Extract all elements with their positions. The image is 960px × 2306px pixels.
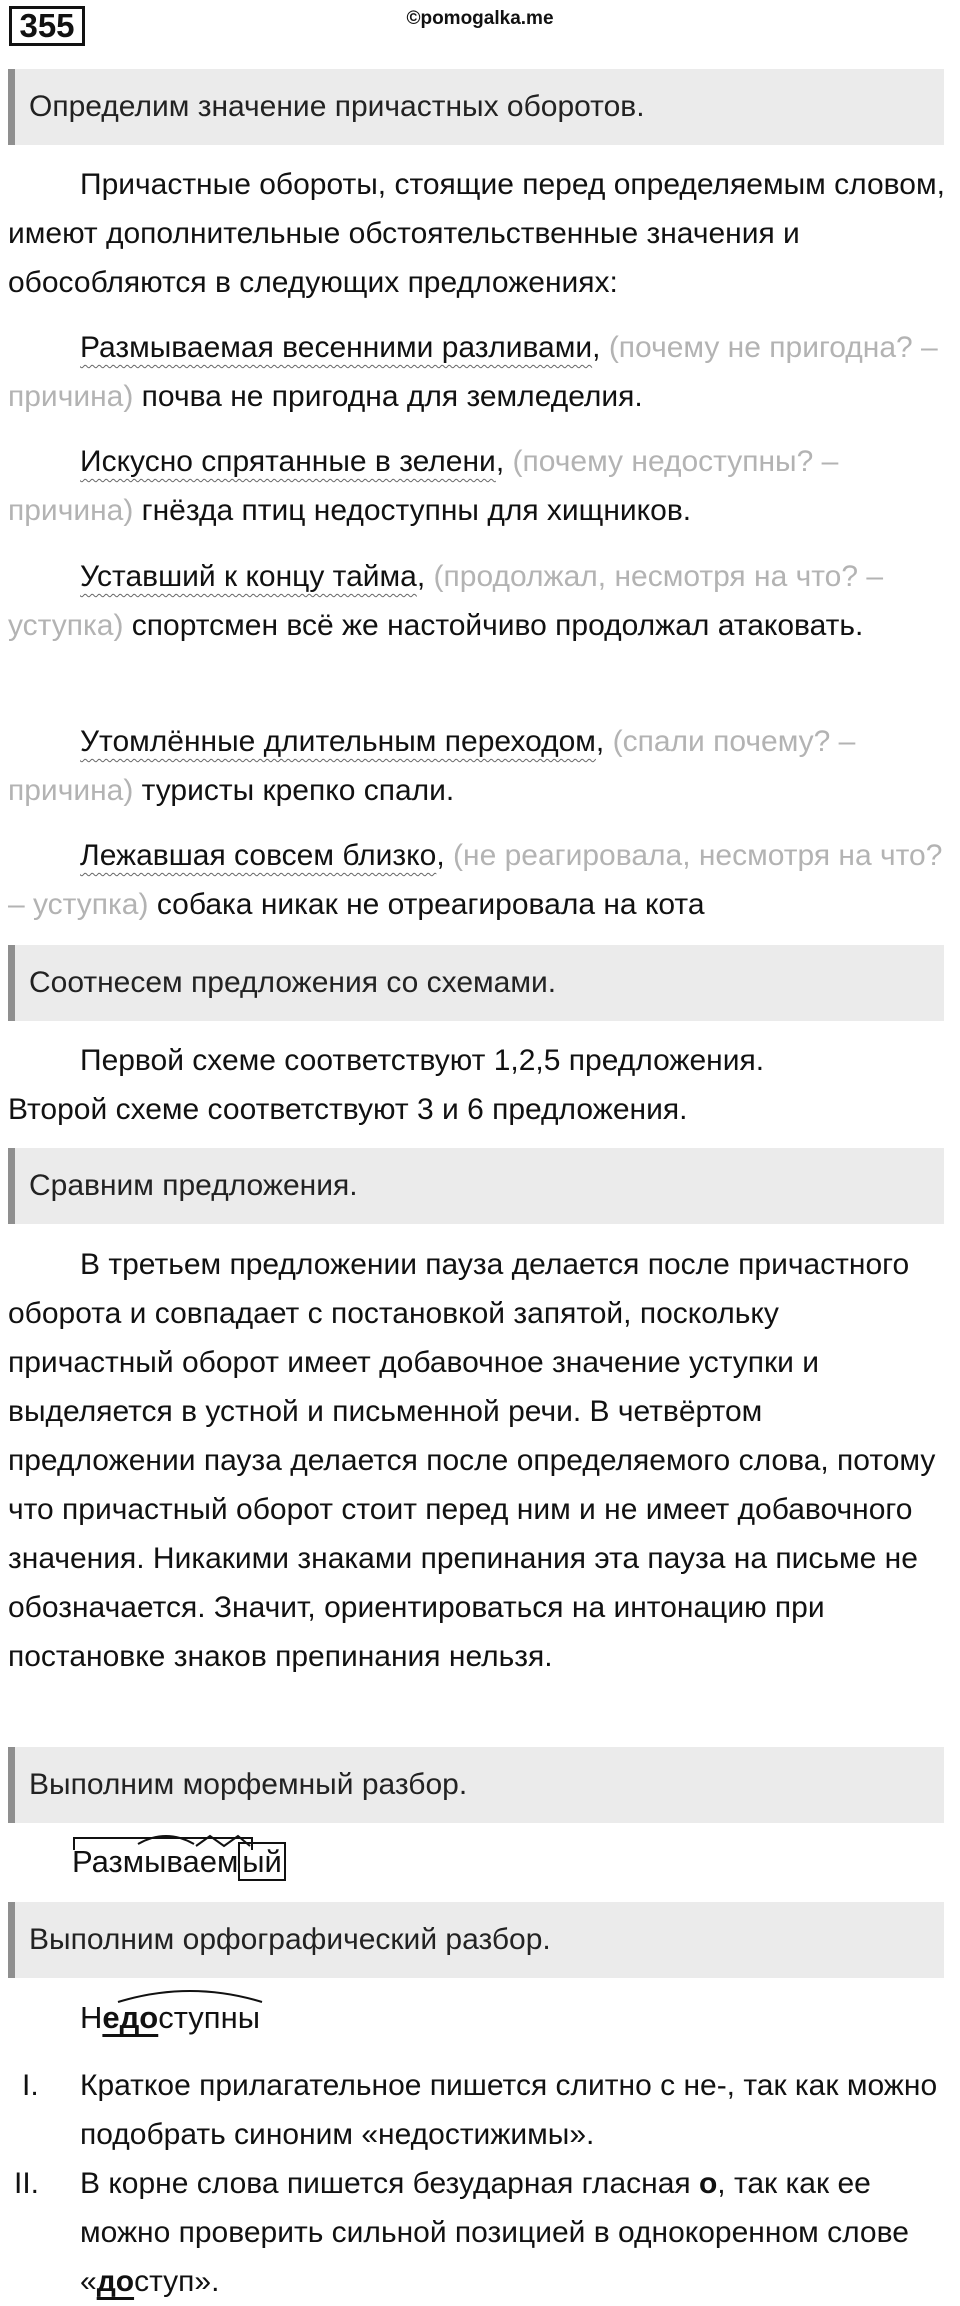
- participial-phrase: Искусно спрятанные в зелени: [80, 445, 496, 478]
- morpheme-marks: [72, 1832, 272, 1852]
- schemes-paragraph: [8, 1036, 948, 1134]
- sentence-1: [8, 323, 948, 421]
- task-number-box: 355: [9, 6, 85, 46]
- question-note: (спали почему? – причина): [8, 725, 856, 807]
- sentence-rest: спортсмен всё же настойчиво продолжал атаковать.: [131, 609, 864, 642]
- item-2-text-b: , так как ее можно проверить сильной позицией в однокоренном слове «: [80, 2167, 909, 2298]
- sentence-2: [8, 437, 948, 535]
- root-arc: [118, 1991, 262, 2002]
- question-note: (продолжал, несмотря на что? – уступка): [8, 560, 884, 642]
- item-1-number: I.: [22, 2069, 39, 2102]
- intro-text: Причастные обороты, стоящие перед определяемым словом, имеют дополнительные обстоятельственные значения и обособляются в следующих предложениях:: [8, 168, 945, 299]
- item-2-text-c: ступ».: [134, 2265, 220, 2298]
- comma: ,: [495, 445, 505, 478]
- sentence-5: [8, 831, 948, 929]
- item-2-text-a: В корне слова пишется безударная гласная: [80, 2167, 699, 2200]
- participial-phrase: Размываемая весенними разливами: [80, 331, 593, 364]
- site-watermark: ©pomogalka.me: [406, 8, 554, 29]
- comma: ,: [416, 560, 426, 593]
- item-2-number: II.: [14, 2167, 40, 2200]
- sentence-4: [8, 717, 948, 815]
- sentence-rest: туристы крепко спали.: [141, 774, 455, 807]
- sentence-rest: собака никак не отреагировала на кота: [156, 888, 705, 921]
- section-header-compare: Сравним предложения.: [8, 1148, 944, 1224]
- word-stem: Размываем: [72, 1844, 239, 1879]
- item-2-letter: о: [698, 2167, 718, 2200]
- ortho-word-part-1: Н: [80, 2000, 103, 2035]
- sentence-3: [8, 552, 948, 650]
- comma: ,: [436, 839, 445, 872]
- section-header-morpheme: Выполним морфемный разбор.: [8, 1747, 944, 1823]
- ortho-word-part-3: ступны: [158, 2000, 260, 2035]
- item-2-text: [80, 2159, 950, 2306]
- section-header-participles: Определим значение причастных оборотов.: [8, 69, 944, 145]
- comma: ,: [592, 331, 601, 364]
- ortho-word-part-2: едо: [102, 2000, 159, 2035]
- comparison-text: В третьем предложении пауза делается после причастного оборота и совпадает с постановкой запятой, поскольку причастный оборот имеет добавочное значение уступки и выделяется в устной и письменной речи. В четвёртом предложении пауза делается после определяемого слова, потому что причастный оборот стоит перед ним и не имеет добавочного значения. Никакими знаками препинания эта пауза на письме не обозначается. Значит, ориентироваться на интонацию при постановке знаков препинания нельзя.: [8, 1248, 936, 1673]
- question-note: (не реагировала, несмотря на что? – уступка): [8, 839, 943, 921]
- item-1-text: Краткое прилагательное пишется слитно с не-, так как можно подобрать синоним «недостижимы».: [80, 2069, 938, 2151]
- participial-phrase: Уставший к концу тайма: [80, 560, 417, 593]
- schemes-line-1: Первой схеме соответствуют 1,2,5 предложения.: [80, 1044, 765, 1077]
- question-note: (почему недоступны? – причина): [8, 445, 839, 527]
- sentence-rest: гнёзда птиц недоступны для хищников.: [141, 494, 692, 527]
- sentence-rest: почва не пригодна для земледелия.: [141, 380, 643, 413]
- section-header-ortho: Выполним орфографический разбор.: [8, 1902, 944, 1978]
- intro-paragraph: [8, 160, 948, 307]
- item-2-root: до: [96, 2265, 135, 2298]
- section-header-schemes: Соотнесем предложения со схемами.: [8, 945, 944, 1021]
- participial-phrase: Лежавшая совсем близко: [80, 839, 437, 872]
- schemes-line-2: Второй схеме соответствуют 3 и 6 предложения.: [8, 1093, 688, 1126]
- comma: ,: [595, 725, 605, 758]
- comparison-paragraph: [8, 1240, 948, 1681]
- question-note: (почему не пригодна? – причина): [8, 331, 938, 413]
- word-ending: ый: [238, 1842, 286, 1881]
- root-arc-marks: [80, 1986, 280, 2006]
- participial-phrase: Утомлённые длительным переходом: [80, 725, 596, 758]
